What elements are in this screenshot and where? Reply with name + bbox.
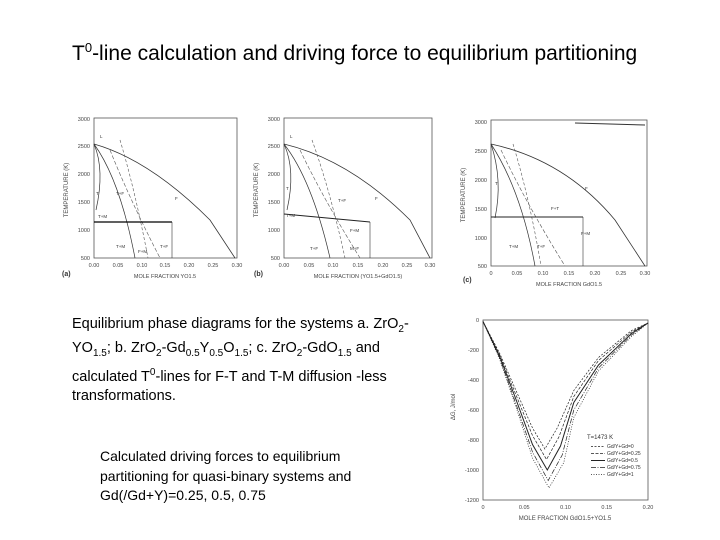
tick-label: 0.30 [639, 271, 651, 277]
slide-title: $T^0$-line calculation and driving force to equilibrium partitioning [72, 40, 638, 65]
tick-label: 2500 [77, 144, 90, 150]
tick-label: 0.20 [642, 505, 654, 511]
tick-label: 1000 [77, 228, 90, 234]
region-label: F+M [581, 231, 591, 236]
tick-label: 0.20 [377, 263, 389, 269]
tick-label: 0.05 [511, 271, 523, 277]
y-axis-label: TEMPERATURE (K) [64, 162, 70, 218]
y-axis-label: ΔG, J/mol [451, 393, 457, 421]
legend-entry: Gd/Y+Gd=0 [607, 444, 634, 450]
region-label: T+F [338, 198, 347, 203]
tick-label: 1000 [267, 228, 280, 234]
tick-label: 1000 [474, 236, 487, 242]
tick-label: 0.10 [327, 263, 339, 269]
tick-label: 0.05 [112, 263, 124, 269]
tick-label: -400 [467, 378, 479, 384]
legend-entry: Gd/Y+Gd=0.75 [607, 465, 641, 471]
tick-label: 2500 [474, 149, 487, 155]
region-label: T+F [160, 244, 169, 249]
region-label: F [375, 196, 378, 201]
region-label: T+F [537, 244, 546, 249]
tick-label: -800 [467, 438, 479, 444]
phase-diagram-b [250, 110, 440, 285]
tick-label: 1500 [474, 207, 487, 213]
panel-label: (c) [463, 277, 472, 284]
tick-label: 500 [80, 256, 90, 262]
region-label: F [585, 186, 588, 191]
region-label: T [96, 191, 99, 196]
phase-diagram-c [455, 110, 655, 290]
tick-label: 0.15 [352, 263, 364, 269]
region-label: L [100, 134, 103, 139]
x-axis-label: MOLE FRACTION GdO1.5 [535, 282, 603, 288]
y-axis-label: TEMPERATURE (K) [254, 162, 260, 218]
temperature-annotation: T=1473 K [587, 435, 614, 441]
tick-label: 500 [270, 256, 280, 262]
tick-label: 0.15 [601, 505, 613, 511]
driving-force-chart [445, 312, 660, 534]
region-label: F+M [350, 228, 360, 233]
tick-label: 1500 [77, 200, 90, 206]
region-label: M+F [350, 246, 360, 251]
tick-label: 3000 [267, 117, 280, 123]
tick-label: 500 [477, 264, 487, 270]
tick-label: 0.05 [303, 263, 315, 269]
region-label: F+M [138, 249, 148, 254]
region-label: T+M [116, 244, 126, 249]
region-label: F [175, 196, 178, 201]
panel-label: (b) [254, 271, 263, 278]
region-label: T+M [286, 213, 296, 218]
x-axis-label: MOLE FRACTION GdO1.5+YO1.5 [518, 516, 612, 522]
tick-label: 0.15 [563, 271, 575, 277]
phase-diagram-a [60, 110, 245, 285]
tick-label: 3000 [474, 120, 487, 126]
tick-label: 2000 [77, 172, 90, 178]
tick-label: -600 [467, 408, 479, 414]
phase-diagram-caption: Equilibrium phase diagrams for the systems a. $ZrO_2-YO_{1.5}$; b. $ZrO_2-Gd_{0.5}Y_{0.5}O_{1.5}$; c. ZrO$_2$-GdO$_{1.5}$ and calculated $T^0$-lines for F-T and T-M diffusion -less transformations. [72, 316, 409, 404]
tick-label: 0.25 [207, 263, 219, 269]
tick-label: -1000 [464, 468, 479, 474]
x-axis-label: MOLE FRACTION YO1.5 [133, 274, 197, 280]
region-label: T+F [116, 191, 125, 196]
tick-label: 0 [475, 318, 479, 324]
tick-label: 0.05 [518, 505, 530, 511]
region-label: T+F [310, 246, 319, 251]
region-label: F+T [551, 206, 560, 211]
tick-label: 0.25 [615, 271, 627, 277]
tick-label: 0 [481, 505, 485, 511]
tick-label: 0.10 [560, 505, 571, 511]
tick-label: -1200 [464, 498, 479, 504]
tick-label: 3000 [77, 117, 90, 123]
legend-entry: Gd/Y+Gd=1 [607, 472, 634, 478]
tick-label: 0.00 [278, 263, 290, 269]
tick-label: 0.25 [401, 263, 413, 269]
tick-label: -200 [467, 348, 479, 354]
region-label: T+M [509, 244, 519, 249]
panel-label: (a) [62, 271, 71, 278]
tick-label: 0.00 [88, 263, 100, 269]
region-label: T+M [98, 214, 108, 219]
tick-label: 0 [489, 271, 493, 277]
series-line [483, 322, 648, 460]
tick-label: 0.10 [537, 271, 549, 277]
region-label: T [495, 181, 498, 186]
tick-label: 1500 [267, 200, 280, 206]
tick-label: 0.20 [183, 263, 195, 269]
legend-entry: Gd/Y+Gd=0.5 [607, 458, 638, 464]
tick-label: 0.10 [136, 263, 148, 269]
driving-force-caption: Calculated driving forces to equilibrium partitioning for quasi-binary systems and Gd(/Gd+Y)=0.25, 0.5, 0.75 [100, 448, 352, 503]
tick-label: 0.30 [231, 263, 243, 269]
tick-label: 0.20 [589, 271, 601, 277]
region-label: T [286, 186, 289, 191]
region-label: L [290, 134, 293, 139]
x-axis-label: MOLE FRACTION (YO1.5+GdO1.5) [313, 274, 403, 280]
tick-label: 2000 [267, 172, 280, 178]
y-axis-label: TEMPERATURE (K) [461, 167, 467, 223]
tick-label: 2500 [267, 144, 280, 150]
tick-label: 0.15 [159, 263, 171, 269]
tick-label: 0.30 [424, 263, 436, 269]
tick-label: 2000 [474, 178, 487, 184]
legend-entry: Gd/Y+Gd=0.25 [607, 451, 641, 457]
